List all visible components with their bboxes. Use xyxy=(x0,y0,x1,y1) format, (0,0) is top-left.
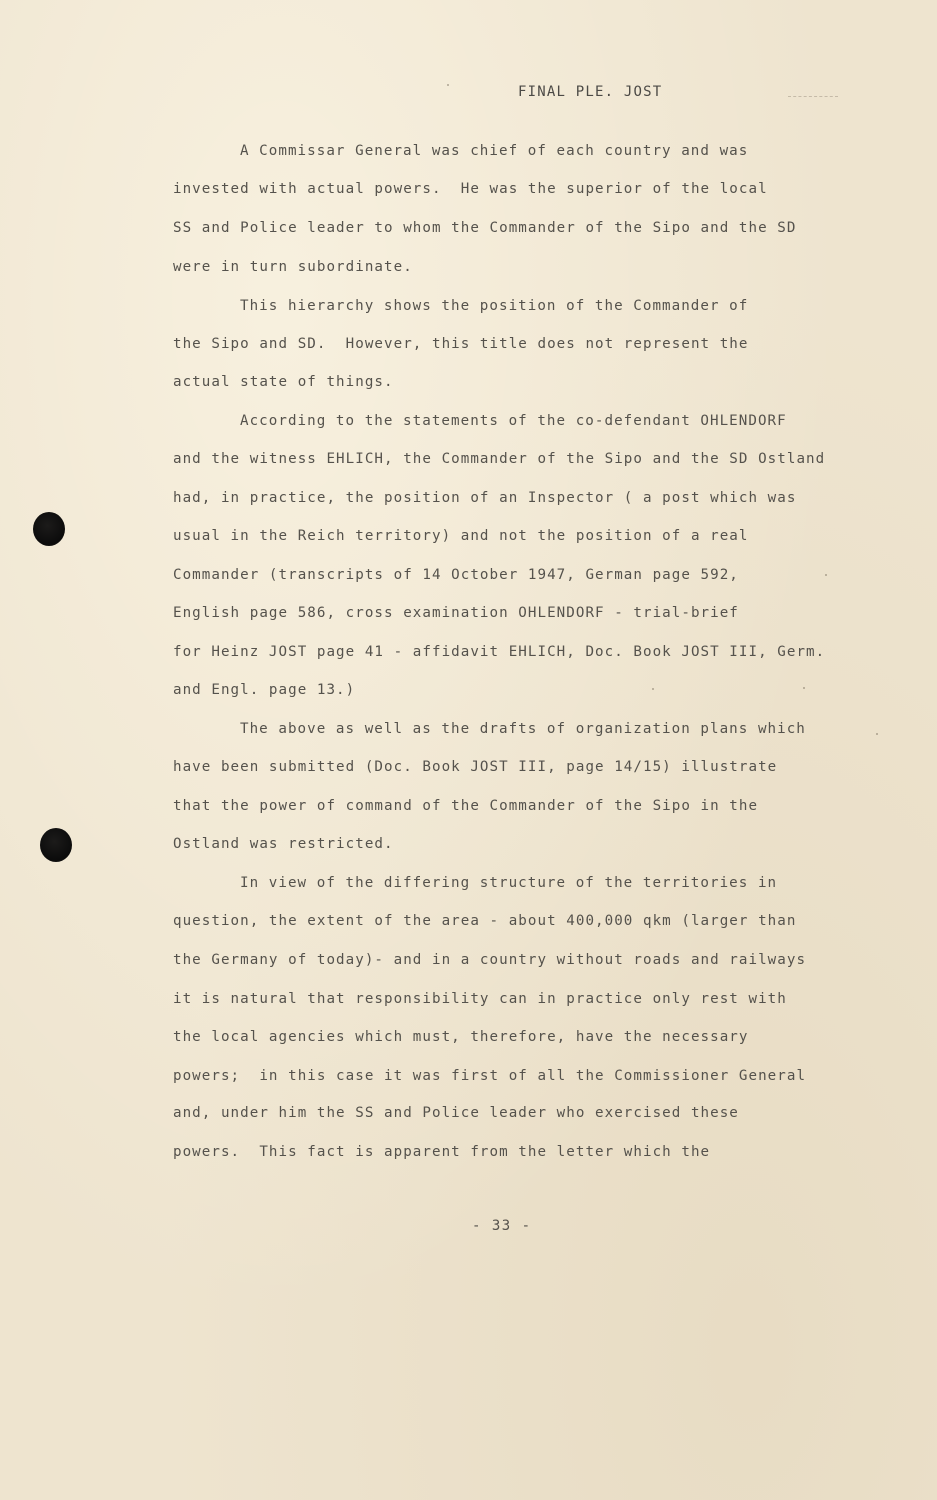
header-smudge xyxy=(788,96,838,97)
text-line: The above as well as the drafts of organization plans which xyxy=(240,721,806,737)
text-line: were in turn subordinate. xyxy=(173,259,413,275)
text-line: This hierarchy shows the position of the Commander of xyxy=(240,298,749,314)
text-line: it is natural that responsibility can in practice only rest with xyxy=(173,991,787,1007)
text-line: the local agencies which must, therefore, have the necessary xyxy=(173,1029,749,1045)
text-line: usual in the Reich territory) and not the position of a real xyxy=(173,528,749,544)
text-line: powers; in this case it was first of all the Commissioner General xyxy=(173,1068,807,1084)
paper-speck xyxy=(825,574,827,576)
page-header: FINAL PLE. JOST xyxy=(518,84,663,100)
text-line: the Sipo and SD. However, this title does not represent the xyxy=(173,336,749,352)
punch-hole xyxy=(40,828,72,862)
paper-speck xyxy=(447,84,449,86)
text-line: According to the statements of the co-defendant OHLENDORF xyxy=(240,413,787,429)
text-line: actual state of things. xyxy=(173,374,394,390)
text-line: the Germany of today)- and in a country without roads and railways xyxy=(173,952,807,968)
text-line: A Commissar General was chief of each country and was xyxy=(240,143,749,159)
paper-speck xyxy=(803,687,805,689)
text-line: and, under him the SS and Police leader who exercised these xyxy=(173,1105,739,1121)
text-line: have been submitted (Doc. Book JOST III, page 14/15) illustrate xyxy=(173,759,778,775)
text-line: and the witness EHLICH, the Commander of the Sipo and the SD Ostland xyxy=(173,451,826,467)
text-line: English page 586, cross examination OHLENDORF - trial-brief xyxy=(173,605,739,621)
text-line: Commander (transcripts of 14 October 1947, German page 592, xyxy=(173,567,739,583)
text-line: for Heinz JOST page 41 - affidavit EHLICH, Doc. Book JOST III, Germ. xyxy=(173,644,826,660)
text-line: Ostland was restricted. xyxy=(173,836,394,852)
paper-speck xyxy=(652,688,654,690)
punch-hole xyxy=(33,512,65,546)
text-line: In view of the differing structure of the territories in xyxy=(240,875,778,891)
page-number: - 33 - xyxy=(472,1218,532,1234)
text-line: SS and Police leader to whom the Commander of the Sipo and the SD xyxy=(173,220,797,236)
text-line: powers. This fact is apparent from the letter which the xyxy=(173,1144,711,1160)
paper-speck xyxy=(876,733,878,735)
text-line: invested with actual powers. He was the superior of the local xyxy=(173,181,768,197)
text-line: had, in practice, the position of an Inspector ( a post which was xyxy=(173,490,797,506)
text-line: that the power of command of the Commander of the Sipo in the xyxy=(173,798,759,814)
text-line: question, the extent of the area - about 400,000 qkm (larger than xyxy=(173,913,797,929)
text-line: and Engl. page 13.) xyxy=(173,682,356,698)
